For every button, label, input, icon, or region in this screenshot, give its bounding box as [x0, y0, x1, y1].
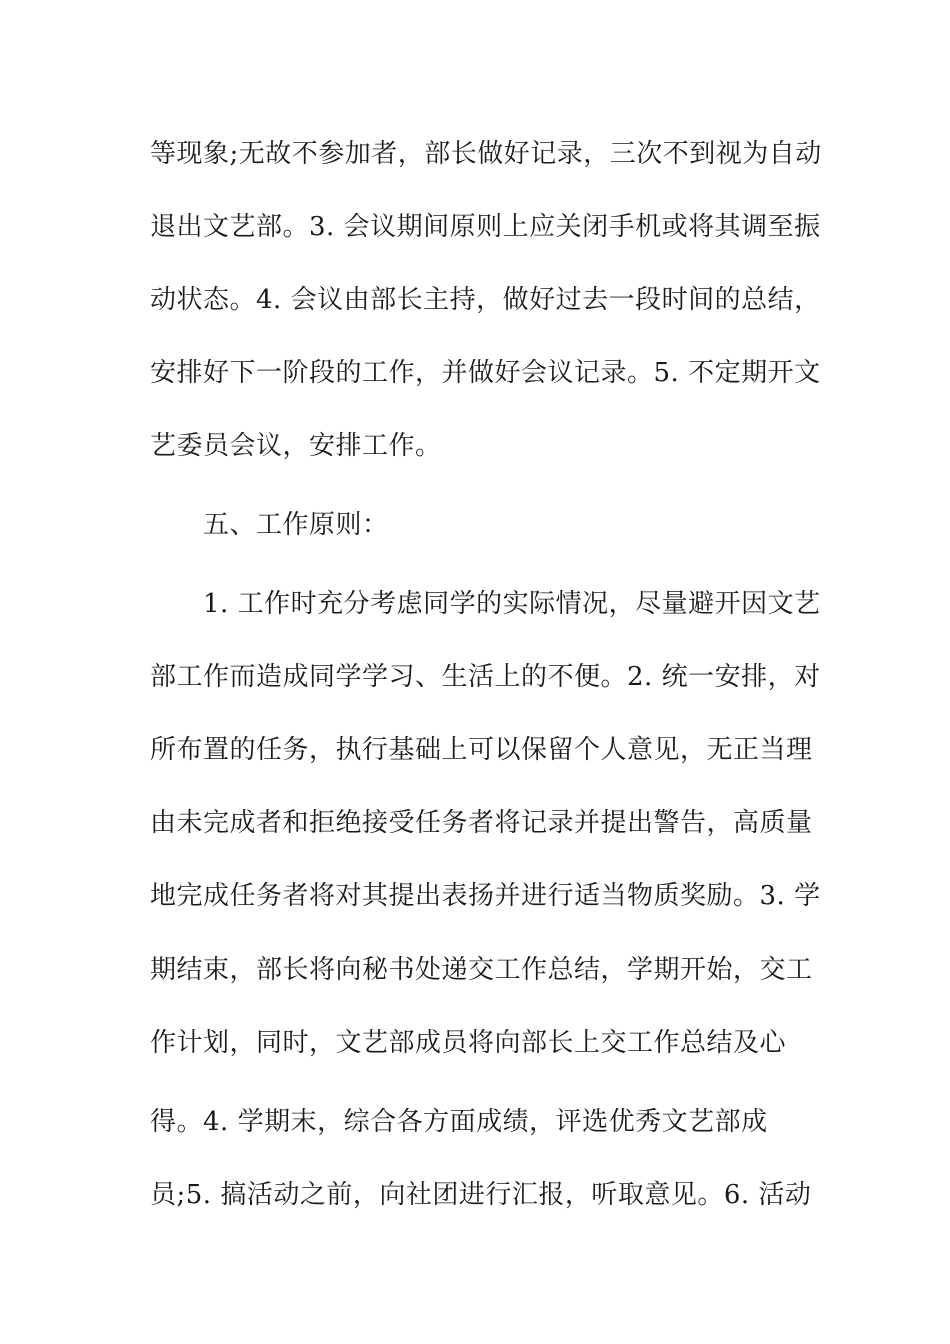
text-line: 部工作而造成同学学习、生活上的不便。2. 统一安排，对 — [150, 662, 821, 692]
text-line: 期结束，部长将向秘书处递交工作总结，学期开始，交工 — [150, 955, 813, 985]
text-line: 艺委员会议，安排工作。 — [150, 431, 442, 461]
text-line: 安排好下一阶段的工作，并做好会议记录。5. 不定期开文 — [150, 358, 821, 388]
text-line: 地完成任务者将对其提出表扬并进行适当物质奖励。3. 学 — [150, 881, 821, 911]
text-line: 由未完成者和拒绝接受任务者将记录并提出警告，高质量 — [150, 808, 813, 838]
text-line: 作计划，同时，文艺部成员将向部长上交工作总结及心 — [150, 1028, 787, 1058]
text-line: 等现象;无故不参加者，部长做好记录，三次不到视为自动 — [150, 139, 822, 169]
section-heading: 五、工作原则： — [203, 510, 389, 540]
text-line: 动状态。4. 会议由部长主持，做好过去一段时间的总结， — [150, 285, 821, 315]
text-line: 得。4. 学期末，综合各方面成绩，评选优秀文艺部成 — [150, 1107, 768, 1137]
text-line: 退出文艺部。3. 会议期间原则上应关闭手机或将其调至振 — [150, 212, 821, 242]
text-line: 员;5. 搞活动之前，向社团进行汇报，听取意见。6. 活动 — [150, 1180, 812, 1210]
text-line: 所布置的任务，执行基础上可以保留个人意见，无正当理 — [150, 735, 813, 765]
text-line: 1. 工作时充分考虑同学的实际情况，尽量避开因文艺 — [203, 589, 821, 619]
